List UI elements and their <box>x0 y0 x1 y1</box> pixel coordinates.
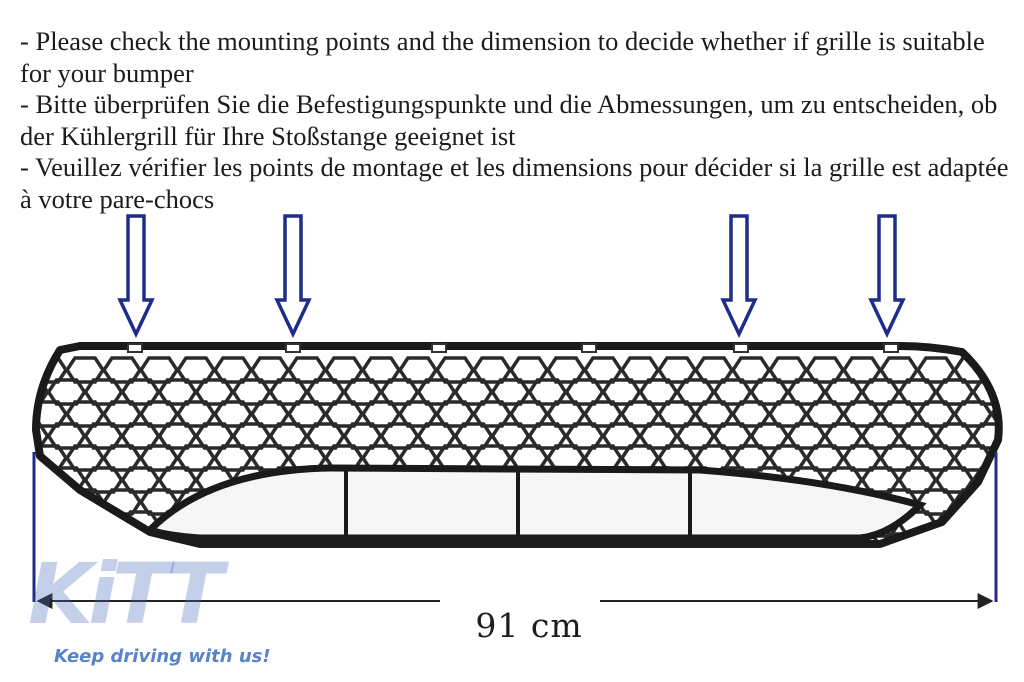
dimension-label: 91 cm <box>475 606 583 645</box>
honeycomb-cell <box>715 556 751 580</box>
note-german: - Bitte überprüfen Sie die Befestigungspunkte und die Abmessungen, um zu entscheiden, ob der Kühlergrill für Ihre Stoßstange geeignet ist <box>20 89 998 151</box>
honeycomb-cell <box>1011 468 1024 492</box>
mounting-tab <box>286 344 300 352</box>
honeycomb-cell <box>678 556 714 580</box>
note-english: - Please check the mounting points and the dimension to decide whether if grille is suitable for your bumper <box>20 26 985 88</box>
honeycomb-cell <box>567 556 603 580</box>
honeycomb-cell <box>1011 424 1024 448</box>
down-arrow-icon <box>723 216 755 334</box>
honeycomb-cell <box>308 556 344 580</box>
honeycomb-cell <box>0 446 29 470</box>
honeycomb-cell <box>0 490 29 514</box>
note-french: - Veuillez vérifier les points de montage et les dimensions pour décider si la grille est adaptée à votre pare-chocs <box>20 152 1009 214</box>
honeycomb-cell <box>493 556 529 580</box>
down-arrow-icon <box>277 216 309 334</box>
honeycomb-cell <box>49 512 85 536</box>
honeycomb-cell <box>0 402 29 426</box>
honeycomb-cell <box>863 556 899 580</box>
brand-tagline: Keep driving with us! <box>54 646 271 667</box>
mounting-tab <box>582 344 596 352</box>
brand-logo: KiTT <box>28 545 219 643</box>
honeycomb-cell <box>1011 380 1024 404</box>
honeycomb-cell <box>456 556 492 580</box>
honeycomb-cell <box>234 556 270 580</box>
honeycomb-cell <box>955 534 991 558</box>
down-arrow-icon <box>120 216 152 334</box>
mounting-tab <box>128 344 142 352</box>
honeycomb-cell <box>900 556 936 580</box>
honeycomb-cell <box>641 556 677 580</box>
honeycomb-cell <box>382 556 418 580</box>
mounting-instructions <box>20 26 1010 215</box>
honeycomb-cell <box>604 556 640 580</box>
honeycomb-cell <box>826 556 862 580</box>
honeycomb-cell <box>0 358 29 382</box>
honeycomb-cell <box>12 468 48 492</box>
mounting-tab <box>432 344 446 352</box>
honeycomb-cell <box>419 556 455 580</box>
honeycomb-cell <box>918 534 954 558</box>
honeycomb-cell <box>1011 556 1024 580</box>
honeycomb-cell <box>271 556 307 580</box>
grille-lower-opening <box>150 468 920 538</box>
honeycomb-cell <box>0 534 29 558</box>
mounting-tab <box>734 344 748 352</box>
down-arrow-icon <box>871 216 903 334</box>
honeycomb-cell <box>992 358 1024 382</box>
honeycomb-cell <box>789 556 825 580</box>
mounting-point-arrows <box>120 216 903 334</box>
honeycomb-cell <box>974 512 1010 536</box>
honeycomb-cell <box>530 556 566 580</box>
honeycomb-cell <box>752 556 788 580</box>
mounting-tab <box>884 344 898 352</box>
honeycomb-cell <box>12 512 48 536</box>
honeycomb-cell <box>1011 512 1024 536</box>
honeycomb-cell <box>974 556 1010 580</box>
honeycomb-cell <box>937 556 973 580</box>
honeycomb-cell <box>345 556 381 580</box>
